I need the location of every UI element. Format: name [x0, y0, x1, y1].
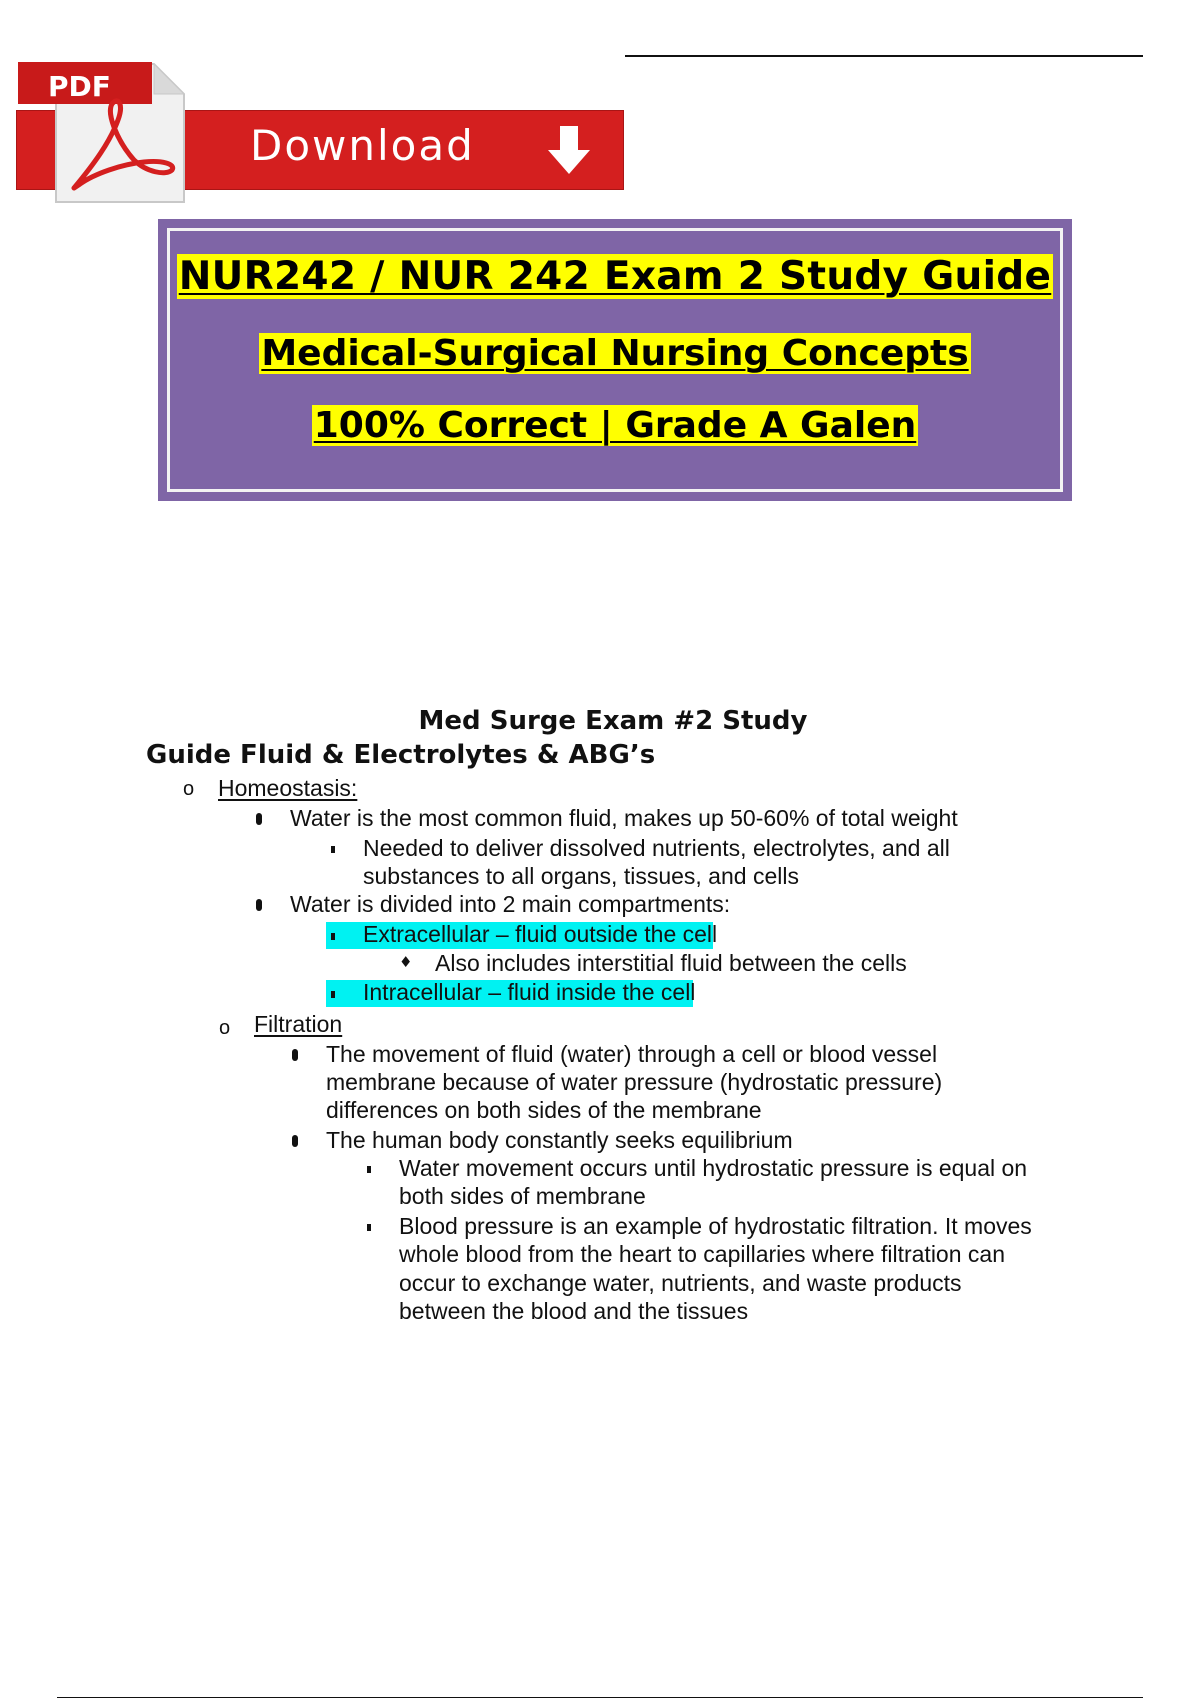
pdf-label: PDF [48, 70, 111, 103]
list-item: The human body constantly seeks equilibrium [326, 1127, 793, 1153]
list-item: whole blood from the heart to capillaries where filtration can [399, 1241, 1005, 1267]
title-line-1: NUR242 / NUR 242 Exam 2 Study Guide [178, 254, 1052, 299]
bullet-square [331, 991, 335, 998]
list-item-intracellular: Intracellular – fluid inside the cell [363, 979, 696, 1005]
list-item: membrane because of water pressure (hydrostatic pressure) [326, 1069, 943, 1095]
list-item: Water is divided into 2 main compartments: [290, 891, 731, 917]
top-rule [625, 55, 1143, 57]
list-item: The movement of fluid (water) through a cell or blood vessel [326, 1041, 938, 1067]
list-item: substances to all organs, tissues, and cells [363, 863, 799, 889]
bullet-diamond: ♦ [399, 953, 413, 971]
bottom-rule [57, 1697, 1143, 1698]
section-marker: o [183, 778, 195, 800]
title-box [158, 219, 1072, 501]
list-item: Water movement occurs until hydrostatic pressure is equal on [399, 1155, 1028, 1181]
bullet-dot [292, 1135, 298, 1147]
section-marker: o [219, 1017, 231, 1039]
bullet-square [367, 1224, 371, 1231]
list-item: Also includes interstitial fluid between the cells [435, 950, 907, 976]
section-title-filtration: Filtration [254, 1011, 343, 1037]
bullet-dot [256, 899, 262, 911]
list-item: between the blood and the tissues [399, 1298, 749, 1324]
list-item: Water is the most common fluid, makes up 50-60% of total weight [290, 805, 958, 831]
pdf-file-icon[interactable] [14, 56, 190, 206]
list-item: both sides of membrane [399, 1183, 646, 1209]
bullet-dot [256, 813, 262, 825]
download-label: Download [250, 121, 475, 170]
down-arrow-icon [544, 124, 594, 178]
section-title-homeostasis: Homeostasis: [218, 775, 358, 801]
document-heading-1: Med Surge Exam #2 Study [418, 706, 808, 736]
list-item: occur to exchange water, nutrients, and waste products [399, 1270, 962, 1296]
list-item: Needed to deliver dissolved nutrients, electrolytes, and all [363, 835, 950, 861]
title-line-2: Medical-Surgical Nursing Concepts [261, 333, 969, 374]
title-line-3: 100% Correct | Grade A Galen [313, 405, 917, 446]
bullet-dot [292, 1049, 298, 1061]
list-item: differences on both sides of the membrane [326, 1097, 762, 1123]
list-item-extracellular: Extracellular – fluid outside the cell [363, 921, 718, 947]
document-heading-2: Guide Fluid & Electrolytes & ABG’s [146, 740, 656, 770]
list-item: Blood pressure is an example of hydrostatic filtration. It moves [399, 1213, 1032, 1239]
bullet-square [331, 846, 335, 853]
bullet-square [367, 1166, 371, 1173]
bullet-square [331, 933, 335, 940]
